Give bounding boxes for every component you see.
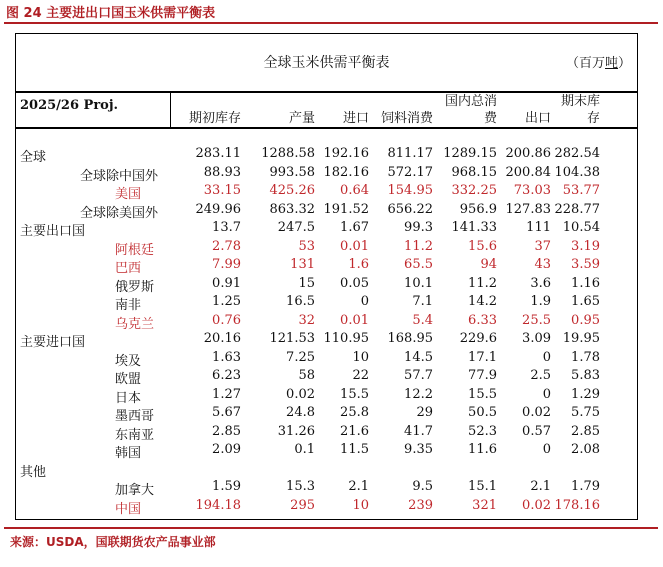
- column-header-line2: 存: [586, 111, 600, 126]
- cell-value: 15.5: [340, 386, 369, 402]
- table-row: [15, 274, 638, 294]
- table-row: [15, 218, 638, 238]
- cell-value: 2.5: [530, 368, 551, 383]
- cell-value: 17.1: [468, 349, 497, 365]
- cell-value: 3.09: [522, 331, 551, 346]
- cell-value: 0.76: [212, 312, 241, 328]
- cell-value: 191.52: [323, 201, 369, 217]
- cell-value: 15.3: [286, 479, 315, 494]
- cell-value: 0.1: [294, 442, 315, 457]
- column-header-line2: 费: [483, 111, 497, 126]
- cell-value: 0.02: [286, 386, 315, 402]
- cell-value: 228.77: [554, 201, 600, 217]
- cell-value: 24.8: [286, 405, 315, 420]
- cell-value: 247.5: [277, 220, 315, 235]
- cell-value: 9.35: [404, 442, 433, 457]
- top-rule: [4, 22, 658, 24]
- table-title: 全球玉米供需平衡表: [263, 55, 390, 71]
- row-label: 日本: [115, 390, 142, 406]
- table-row: [15, 163, 638, 183]
- column-header-line2: 进口: [342, 111, 369, 126]
- cell-value: 0.01: [340, 312, 369, 328]
- row-label: 韩国: [115, 446, 142, 461]
- cell-value: 200.84: [505, 164, 551, 180]
- cell-value: 77.9: [468, 368, 497, 383]
- table-row: [15, 200, 638, 220]
- table-row: [15, 292, 638, 312]
- cell-value: 0: [542, 442, 551, 457]
- cell-value: 1.16: [571, 275, 600, 291]
- column-header-line2: 出口: [524, 111, 551, 126]
- table-row: [15, 348, 638, 368]
- row-label: 东南亚: [115, 427, 155, 443]
- row-label: 全球: [20, 150, 47, 165]
- row-label: 美国: [115, 187, 142, 202]
- column-header: [343, 93, 369, 127]
- column-header: [289, 93, 315, 127]
- table-row: [15, 403, 638, 423]
- cell-value: 37: [534, 238, 551, 254]
- table-row: [15, 237, 638, 257]
- cell-value: 43: [534, 257, 551, 272]
- cell-value: 282.54: [554, 146, 600, 161]
- source-note: 来源：USDA，国联期货农产品事业部: [10, 535, 216, 549]
- cell-value: 0.01: [340, 238, 369, 254]
- table-row: [15, 385, 638, 405]
- cell-value: 131: [290, 257, 315, 272]
- bottom-rule: [4, 527, 658, 529]
- cell-value: 0: [360, 294, 369, 309]
- cell-value: 572.17: [387, 164, 433, 180]
- cell-value: 15.1: [468, 479, 497, 494]
- row-label: 主要进口国: [20, 335, 86, 350]
- column-header-line1: 期末库: [560, 94, 600, 109]
- cell-value: 3.59: [571, 257, 600, 272]
- cell-value: 283.11: [195, 146, 241, 161]
- cell-value: 1.67: [340, 220, 369, 235]
- row-label: 墨西哥: [115, 409, 155, 424]
- unit-label: [566, 52, 631, 71]
- row-label: 主要出口国: [20, 224, 86, 239]
- column-header-line1: [381, 93, 433, 110]
- cell-value: 956.9: [459, 201, 497, 217]
- figure-title: 图 24 主要进出口国玉米供需平衡表: [6, 6, 216, 21]
- cell-value: 58: [298, 368, 315, 383]
- cell-value: 57.7: [404, 368, 433, 383]
- cell-value: 321: [472, 497, 497, 513]
- cell-value: 14.5: [404, 349, 433, 365]
- cell-value: 5.4: [412, 312, 433, 328]
- cell-value: 73.03: [513, 183, 551, 198]
- cell-value: 2.1: [530, 479, 551, 494]
- table-row: [15, 366, 638, 386]
- cell-value: 19.95: [562, 331, 600, 346]
- cell-value: 1.79: [571, 479, 600, 494]
- cell-value: 2.08: [571, 442, 600, 457]
- cell-value: 239: [408, 497, 433, 513]
- cell-value: 15.6: [468, 238, 497, 254]
- cell-value: 194.18: [195, 497, 241, 513]
- cell-value: 6.33: [468, 312, 497, 328]
- cell-value: 10: [352, 349, 369, 365]
- cell-value: 99.3: [404, 220, 433, 235]
- cell-value: 200.86: [505, 146, 551, 161]
- row-label: 加拿大: [115, 483, 155, 498]
- cell-value: 3.19: [571, 238, 600, 254]
- cell-value: 6.23: [212, 368, 241, 383]
- cell-value: 15.5: [468, 386, 497, 402]
- cell-value: 2.09: [212, 442, 241, 457]
- cell-value: 811.17: [387, 146, 433, 161]
- cell-value: 182.16: [323, 164, 369, 180]
- cell-value: 110.95: [323, 331, 369, 346]
- cell-value: 52.3: [468, 423, 497, 439]
- row-label: 阿根廷: [115, 242, 155, 258]
- row-label: 巴西: [115, 261, 142, 276]
- cell-value: 1288.58: [261, 146, 315, 161]
- cell-value: 53: [298, 238, 315, 254]
- cell-value: 1289.15: [443, 146, 497, 161]
- cell-value: 168.95: [387, 331, 433, 346]
- cell-value: 863.32: [269, 201, 315, 217]
- cell-value: 11.2: [468, 275, 497, 291]
- row-label: 埃及: [115, 353, 142, 369]
- cell-value: 7.1: [412, 294, 433, 309]
- table-row: [15, 440, 638, 460]
- cell-value: 94: [480, 257, 497, 272]
- cell-value: 16.5: [286, 294, 315, 309]
- cell-value: 0.64: [340, 183, 369, 198]
- cell-value: 0.02: [522, 405, 551, 420]
- column-header: [381, 93, 433, 127]
- cell-value: 154.95: [387, 183, 433, 198]
- cell-value: 0.05: [340, 275, 369, 291]
- cell-value: 11.2: [404, 238, 433, 254]
- column-header: [189, 93, 241, 127]
- cell-value: 5.67: [212, 405, 241, 420]
- cell-value: 1.27: [212, 386, 241, 402]
- cell-value: 141.33: [451, 220, 497, 235]
- cell-value: 14.2: [468, 294, 497, 309]
- row-label: 全球除美国外: [80, 205, 159, 221]
- cell-value: 9.5: [412, 479, 433, 494]
- cell-value: 968.15: [451, 164, 497, 180]
- column-header: [525, 93, 551, 127]
- cell-value: 13.7: [212, 220, 241, 235]
- cell-value: 7.99: [212, 257, 241, 272]
- cell-value: 1.59: [212, 479, 241, 494]
- row-label: 其他: [20, 464, 47, 480]
- table-row: [15, 144, 638, 164]
- cell-value: 1.25: [212, 294, 241, 309]
- column-header-line2: 产量: [288, 111, 315, 126]
- cell-value: 5.75: [571, 405, 600, 420]
- cell-value: 2.85: [571, 423, 600, 439]
- cell-value: 31.26: [277, 423, 315, 439]
- cell-value: 11.6: [468, 442, 497, 457]
- cell-value: 0.02: [522, 497, 551, 513]
- column-header-line2: 饲料消费: [380, 111, 433, 126]
- cell-value: 25.5: [522, 312, 551, 328]
- table-row: [15, 255, 638, 275]
- cell-value: 1.63: [212, 349, 241, 365]
- cell-value: 295: [290, 497, 315, 513]
- column-header-line1: 国内总消: [444, 94, 497, 109]
- cell-value: 656.22: [387, 201, 433, 217]
- cell-value: 12.2: [404, 386, 433, 402]
- cell-value: 33.15: [203, 183, 241, 198]
- cell-value: 10.1: [404, 275, 433, 291]
- cell-value: 229.6: [459, 331, 497, 346]
- cell-value: 0.91: [212, 275, 241, 291]
- cell-value: 178.16: [554, 497, 600, 513]
- column-header-line1: [189, 93, 241, 110]
- cell-value: 1.29: [571, 386, 600, 402]
- table-row: [15, 311, 638, 331]
- unit-underlined: 吨: [605, 56, 619, 71]
- table-row: [15, 422, 638, 442]
- row-label: 欧盟: [115, 372, 142, 387]
- cell-value: 41.7: [404, 423, 433, 439]
- cell-value: 192.16: [323, 146, 369, 161]
- cell-value: 332.25: [451, 183, 497, 198]
- cell-value: 104.38: [554, 164, 600, 180]
- cell-value: 127.83: [505, 201, 551, 217]
- cell-value: 21.6: [340, 423, 369, 439]
- cell-value: 15: [298, 275, 315, 291]
- cell-value: 10: [352, 497, 369, 513]
- cell-value: 1.9: [530, 294, 551, 309]
- cell-value: 5.83: [571, 368, 600, 383]
- cell-value: 25.8: [340, 405, 369, 420]
- column-header: [561, 93, 600, 127]
- cell-value: 65.5: [404, 257, 433, 272]
- column-header-line2: 期初库存: [188, 111, 241, 126]
- cell-value: 249.96: [195, 201, 241, 217]
- cell-value: 22: [352, 368, 369, 383]
- column-header: [445, 93, 497, 127]
- cell-value: 0: [542, 386, 551, 402]
- row-label: 南非: [115, 298, 142, 313]
- row-label: 全球除中国外: [80, 168, 159, 184]
- unit-open: （百万: [566, 56, 606, 71]
- cell-value: 32: [298, 312, 315, 328]
- table-row: [15, 477, 638, 497]
- unit-close: ）: [618, 56, 632, 71]
- cell-value: 0.95: [571, 312, 600, 328]
- header-separator: [170, 92, 171, 127]
- cell-value: 88.93: [203, 164, 241, 180]
- cell-value: 121.53: [269, 331, 315, 346]
- cell-value: 2.1: [348, 479, 369, 494]
- cell-value: 0: [542, 349, 551, 365]
- column-header-line1: [289, 93, 315, 110]
- cell-value: 3.6: [530, 275, 551, 291]
- column-header-line1: [343, 93, 369, 110]
- cell-value: 1.65: [571, 294, 600, 309]
- row-label: 俄罗斯: [115, 279, 155, 295]
- table-row: [15, 496, 638, 516]
- table-row: [15, 181, 638, 201]
- cell-value: 50.5: [468, 405, 497, 420]
- header-bottom-rule: [15, 127, 638, 129]
- cell-value: 993.58: [269, 164, 315, 180]
- cell-value: 1.78: [571, 349, 600, 365]
- cell-value: 53.77: [562, 183, 600, 198]
- cell-value: 11.5: [340, 442, 369, 457]
- cell-value: 425.26: [269, 183, 315, 198]
- cell-value: 111: [526, 220, 551, 235]
- cell-value: 29: [416, 405, 433, 420]
- column-header-line1: [525, 93, 551, 110]
- cell-value: 2.78: [212, 238, 241, 254]
- row-label: 乌克兰: [115, 316, 155, 332]
- season-label: 2025/26 Proj.: [20, 98, 119, 113]
- table-row: [15, 329, 638, 349]
- cell-value: 1.6: [348, 257, 369, 272]
- cell-value: 2.85: [212, 423, 241, 439]
- cell-value: 7.25: [286, 349, 315, 365]
- cell-value: 20.16: [203, 331, 241, 346]
- cell-value: 10.54: [562, 220, 600, 235]
- row-label: 中国: [115, 501, 142, 517]
- cell-value: 0.57: [522, 423, 551, 439]
- table-row: [15, 459, 638, 479]
